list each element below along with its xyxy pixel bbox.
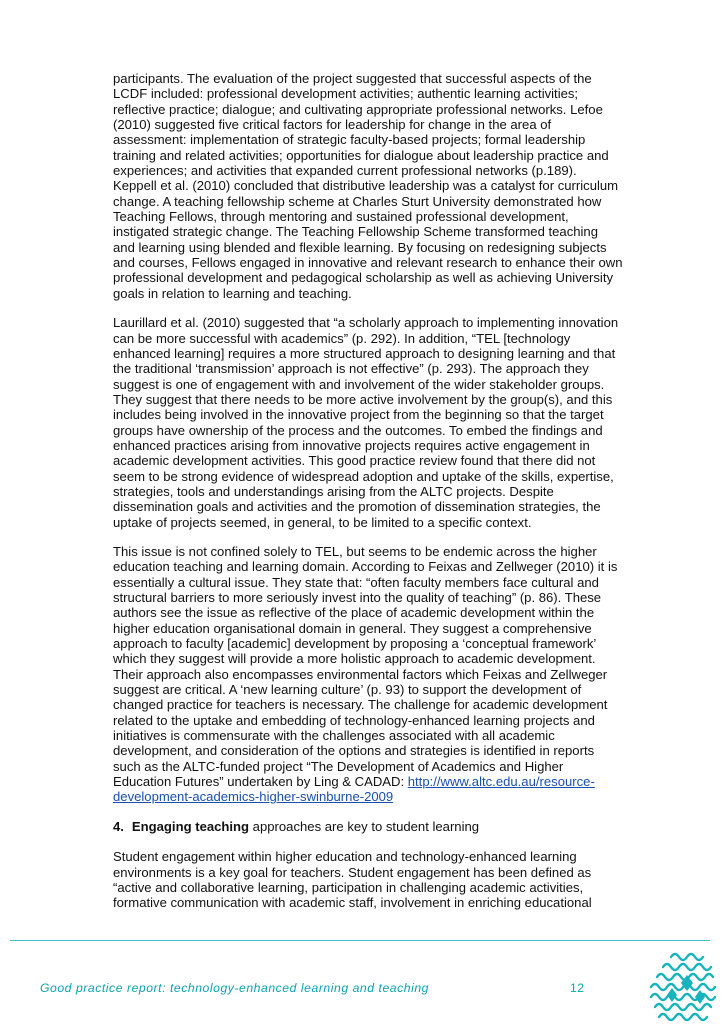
section-number: 4. <box>113 818 124 834</box>
body-paragraph-4: Student engagement within higher education and technology-enhanced learning environments is a key goal for teachers. Student engagement has been defined as “active and collaborative learning, participation in challenging academic activities, formative communication with academic staff, involvement in enriching educational <box>113 849 592 911</box>
body-paragraph-2: Laurillard et al. (2010) suggested that “a scholarly approach to implementing innovation can be more successful with academics” (p. 292). In addition, “TEL [technology enhanced learning] requires a more structured approach to designing learning and that the traditional ‘transmission’ approach is not effective” (p. 293). The approach they suggest is one of engagement with and involvement of the wider stakeholder groups. They suggest that there needs to be more active involvement by the group(s), and this includes being involved in the innovative project from the beginning so that the target groups have ownership of the process and the outcomes. To embed the findings and enhanced practices arising from innovative projects requires active engagement in academic development activities. This good practice review found that there did not seem to be strong evidence of widespread adoption and uptake of the skills, expertise, strategies, tools and understandings arising from the ALTC projects. Despite dissemination goals and activities and the promotion of dissemination strategies, the uptake of projects seemed, in general, to be limited to a specific context. <box>113 315 619 530</box>
section-heading-bold: Engaging teaching <box>131 818 250 834</box>
body-paragraph-3 <box>113 544 623 805</box>
footer-divider <box>10 940 710 941</box>
section-heading-rest: approaches are key to student learning <box>249 818 480 834</box>
teal-wave-pattern-logo-icon <box>641 947 721 1027</box>
altc-resource-link[interactable]: http://www.altc.edu.au/resource-development-academics-higher-swinburne-2009 <box>113 774 595 805</box>
section-heading <box>113 819 623 834</box>
body-paragraph-1: participants. The evaluation of the project suggested that successful aspects of the LCDF included: professional development activities; authentic learning activities; reflective practice; dialogue; and cultivating appropriate professional networks. Lefoe (2010) suggested five critical factors for leadership for change in the area of assessment: implementation of strategic faculty-based projects; formal leadership training and related activities; opportunities for dialogue about leadership practice and experiences; and activities that expanded current professional networks (p.189). Keppell et al. (2010) concluded that distributive leadership was a catalyst for curriculum change. A teaching fellowship scheme at Charles Sturt University demonstrated how Teaching Fellows, through mentoring and sustained professional development, instigated strategic change. The Teaching Fellowship Scheme transformed teaching and learning using blended and flexible learning. By focusing on redesigning subjects and courses, Fellows engaged in innovative and relevant research to enhance their own professional development and pedagogical scholarship as well as achieving University goals in relation to learning and teaching. <box>113 71 623 301</box>
body-paragraph-3-text: This issue is not confined solely to TEL, but seems to be endemic across the higher education teaching and learning domain. According to Feixas and Zellweger (2010) it is essentially a cultural issue. They state that: “often faculty members face cultural and structural barriers to more seriously invest into the quality of teaching” (p. 86). These authors see the issue as reflective of the place of academic development within the higher education organisational domain in general. They suggest a comprehensive approach to faculty [academic] development by proposing a ‘conceptual framework’ which they suggest will provide a more holistic approach to academic development. Their approach also encompasses environmental factors which Feixas and Zellweger suggest are critical. A ‘new learning culture’ (p. 93) to support the development of changed practice for teachers is necessary. The challenge for academic development related to the uptake and embedding of technology-enhanced learning projects and initiatives is commensurate with the challenges associated with all academic development, and consideration of the options and strategies is identified in reports such as the ALTC-funded project “The Development of Academics and Higher Education Futures” undertaken by Ling & CADAD: <box>113 543 618 790</box>
page-body <box>113 71 623 925</box>
page-number: 12 <box>570 981 585 995</box>
footer-title: Good practice report: technology-enhanced learning and teaching <box>40 981 430 995</box>
